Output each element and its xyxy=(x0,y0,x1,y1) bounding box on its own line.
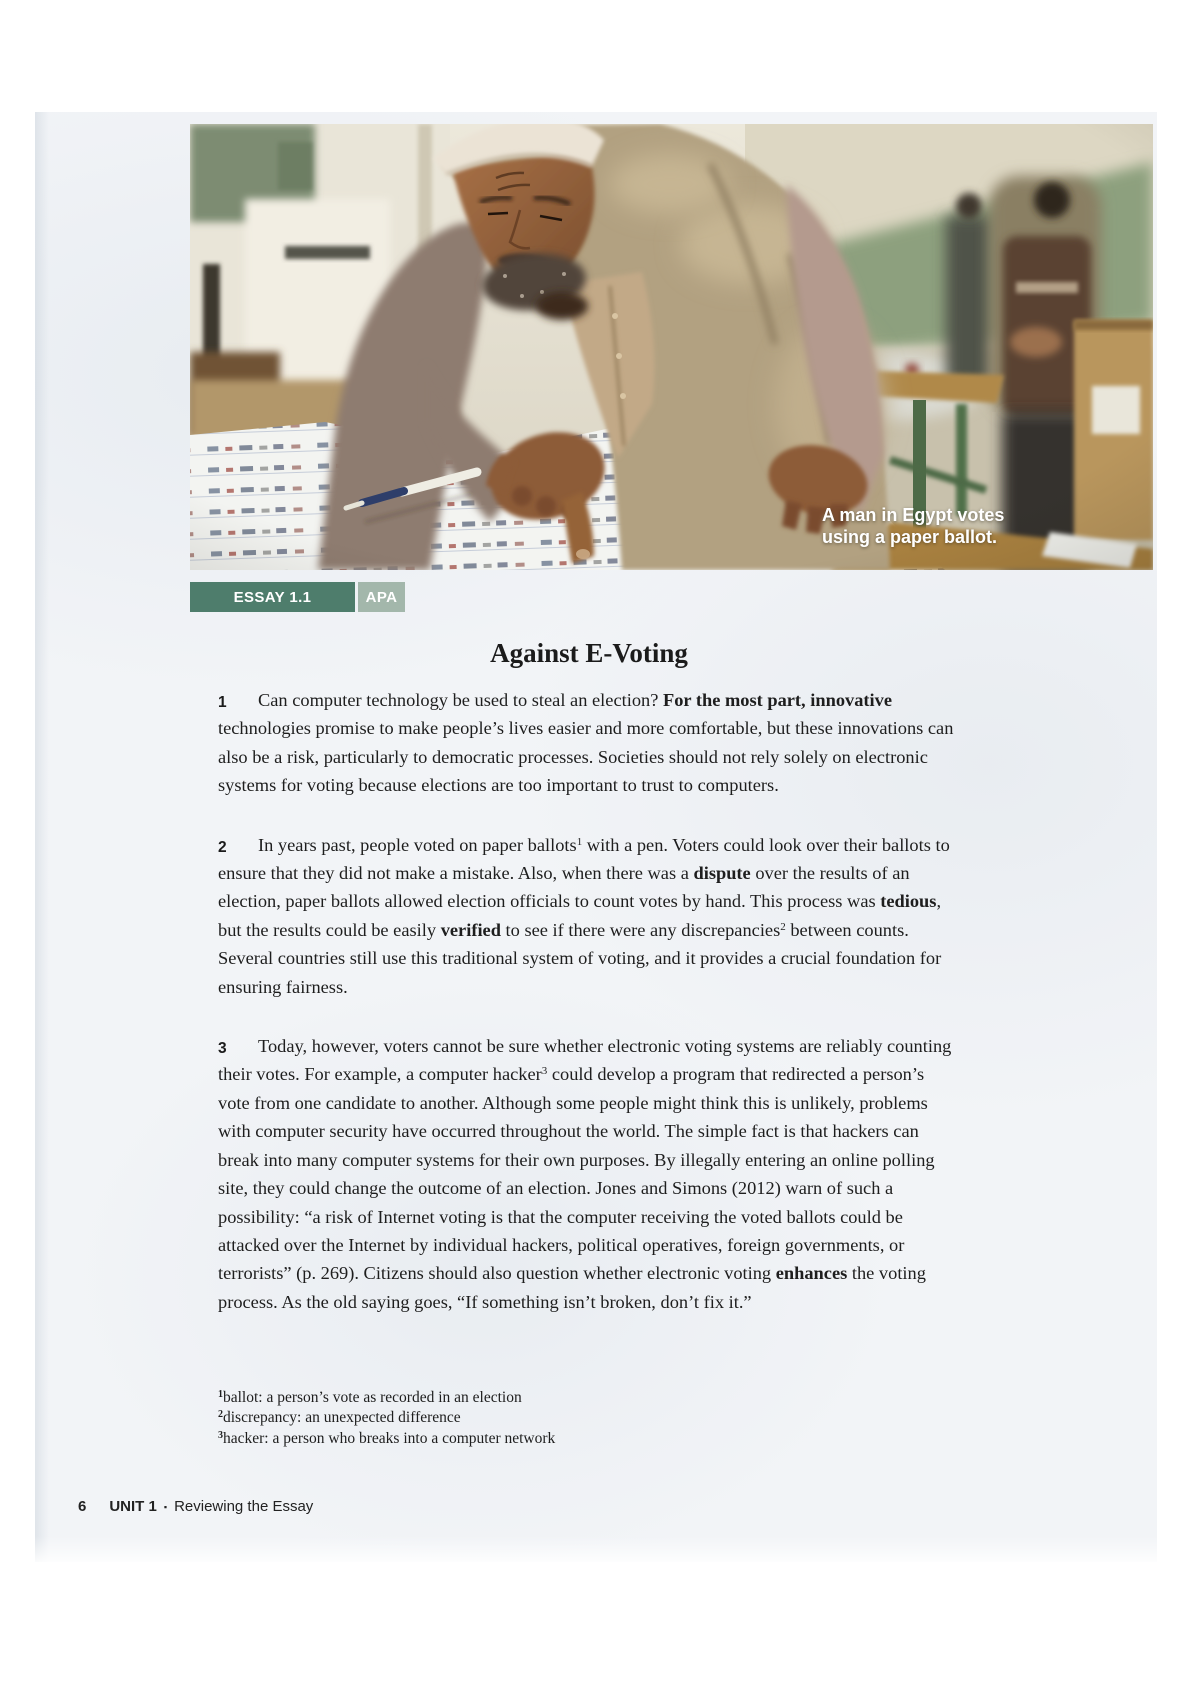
body-text: technologies promise to make people’s lives easier and more comfortable, but these innovations can also be a risk, particularly to democratic processes. Societies should not rely solely on electronic systems for voting because elections are too important to trust to computers. xyxy=(218,718,954,796)
essay-paragraph xyxy=(218,831,960,1001)
paper-sheet xyxy=(35,112,1157,1562)
essay-paragraph xyxy=(218,686,960,800)
footnote-reference: 3 xyxy=(541,1065,548,1078)
essay-number-badge: ESSAY 1.1 xyxy=(190,582,355,612)
body-text: could develop a program that redirected a person’s vote from one candidate to another. Although some people might think this is unlikely, problems with computer security have occurred throughout the world. The simple fact is that hackers can break into many computer systems for their own purposes. By illegally entering an online polling site, they could change the outcome of an election. Jones and Simons (2012) warn of such a possibility: “a risk of Internet voting is that the computer receiving the voted ballots could be attacked over the Internet by individual hackers, political operatives, foreign governments, or terrorists” (p. 269). Citizens should also question whether electronic voting xyxy=(218,1064,935,1284)
essay-paragraph xyxy=(218,1032,960,1316)
square-bullet-icon: ▪ xyxy=(163,1501,168,1512)
body-text: Can computer technology be used to steal an election? xyxy=(258,690,663,710)
paragraph-number: 3 xyxy=(218,1040,227,1058)
body-text: to see if there were any discrepancies xyxy=(500,919,781,940)
footnote-marker: 1 xyxy=(218,1389,223,1400)
body-text: between counts. Several countries still use this traditional system of voting, and it provides a crucial foundation for ensuring fairness. xyxy=(218,919,942,997)
footnote xyxy=(218,1408,960,1428)
body-text: over the results of an election, paper ballots allowed election officials to count votes by hand. This process was xyxy=(218,863,910,912)
vocabulary-term: dispute xyxy=(693,863,751,884)
vocabulary-term: enhances xyxy=(775,1263,848,1284)
photo-caption xyxy=(822,504,1052,548)
vocabulary-term: For the most part, innovative xyxy=(662,690,892,710)
footnote-text: ballot: a person’s vote as recorded in an election xyxy=(223,1389,522,1406)
footnote xyxy=(218,1388,960,1408)
footnote xyxy=(218,1429,960,1449)
footnotes xyxy=(218,1388,960,1449)
footnote-text: discrepancy: an unexpected difference xyxy=(223,1409,461,1427)
page-footer xyxy=(78,1498,313,1515)
apa-style-badge: APA xyxy=(358,582,405,612)
voting-photo xyxy=(190,124,1153,570)
paragraph-number: 2 xyxy=(218,838,227,856)
body-text: Today, however, voters cannot be sure whether electronic voting systems are reliably counting their votes. For example, a computer hacker xyxy=(218,1036,952,1085)
paragraph-number: 1 xyxy=(218,694,227,711)
footnote-marker: 2 xyxy=(218,1409,223,1421)
footnote-text: hacker: a person who breaks into a computer network xyxy=(223,1429,556,1447)
vocabulary-term: tedious xyxy=(880,891,937,912)
page-number: 6 xyxy=(78,1498,87,1515)
body-text: the voting process. As the old saying goes, “If something isn’t broken, don’t fix it.” xyxy=(218,1263,926,1312)
body-text: In years past, people voted on paper ballots xyxy=(258,834,577,855)
section-title: Reviewing the Essay xyxy=(174,1498,314,1515)
photo-caption-line1: A man in Egypt votes xyxy=(822,505,1005,525)
footnote-reference: 2 xyxy=(780,920,786,933)
body-text: , but the results could be easily xyxy=(218,891,942,940)
footnote-reference: 1 xyxy=(576,835,583,848)
body-text: with a pen. Voters could look over their ballots to ensure that they did not make a mistake. Also, when there was a xyxy=(218,834,950,884)
vocabulary-term: verified xyxy=(440,919,501,940)
essay-body xyxy=(218,686,960,1347)
essay-title: Against E-Voting xyxy=(490,638,688,668)
footnote-marker: 3 xyxy=(218,1429,223,1441)
photo-caption-line2: using a paper ballot. xyxy=(822,527,998,547)
unit-label: UNIT 1 xyxy=(109,1498,157,1515)
